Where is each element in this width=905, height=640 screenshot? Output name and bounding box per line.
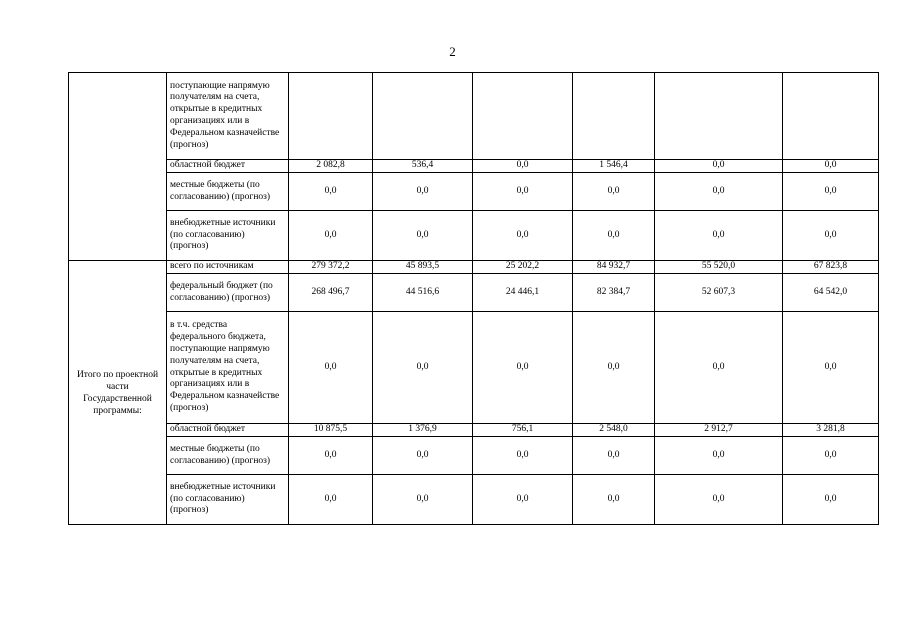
group-label: Итого по проектной части Государственной программы: (69, 261, 167, 525)
value-cell: 0,0 (783, 312, 879, 424)
value-cell: 0,0 (655, 173, 783, 211)
value-cell: 0,0 (655, 475, 783, 525)
value-cell: 536,4 (373, 160, 473, 173)
value-cell: 2 082,8 (289, 160, 373, 173)
value-cell: 52 607,3 (655, 274, 783, 312)
value-cell: 55 520,0 (655, 261, 783, 274)
value-cell (289, 73, 373, 160)
value-cell: 0,0 (373, 475, 473, 525)
table-row (69, 160, 879, 173)
source-cell: внебюджетные источники (по согласованию) (прогноз) (167, 475, 289, 525)
source-cell: областной бюджет (167, 424, 289, 437)
value-cell: 2 912,7 (655, 424, 783, 437)
value-cell: 756,1 (473, 424, 573, 437)
value-cell: 279 372,2 (289, 261, 373, 274)
table-row (69, 312, 879, 424)
value-cell: 0,0 (473, 312, 573, 424)
value-cell: 0,0 (655, 160, 783, 173)
funding-table (68, 72, 879, 525)
value-cell: 0,0 (573, 312, 655, 424)
value-cell: 0,0 (573, 211, 655, 261)
source-cell: местные бюджеты (по согласованию) (прогноз) (167, 437, 289, 475)
value-cell: 0,0 (473, 160, 573, 173)
source-cell: федеральный бюджет (по согласованию) (прогноз) (167, 274, 289, 312)
table-row (69, 73, 879, 160)
table-row (69, 173, 879, 211)
value-cell: 45 893,5 (373, 261, 473, 274)
value-cell: 1 546,4 (573, 160, 655, 173)
source-cell: внебюджетные источники (по согласованию) (прогноз) (167, 211, 289, 261)
value-cell: 10 875,5 (289, 424, 373, 437)
value-cell (373, 73, 473, 160)
value-cell: 0,0 (783, 437, 879, 475)
value-cell: 67 823,8 (783, 261, 879, 274)
value-cell: 84 932,7 (573, 261, 655, 274)
value-cell: 0,0 (573, 475, 655, 525)
value-cell: 0,0 (655, 437, 783, 475)
table-row (69, 437, 879, 475)
value-cell: 268 496,7 (289, 274, 373, 312)
value-cell: 0,0 (289, 173, 373, 211)
value-cell: 0,0 (289, 437, 373, 475)
value-cell: 64 542,0 (783, 274, 879, 312)
value-cell: 24 446,1 (473, 274, 573, 312)
value-cell (573, 73, 655, 160)
source-cell: всего по источникам (167, 261, 289, 274)
value-cell: 44 516,6 (373, 274, 473, 312)
value-cell: 2 548,0 (573, 424, 655, 437)
value-cell: 0,0 (473, 211, 573, 261)
value-cell: 3 281,8 (783, 424, 879, 437)
value-cell (783, 73, 879, 160)
value-cell: 0,0 (473, 173, 573, 211)
table-row (69, 475, 879, 525)
value-cell: 0,0 (373, 437, 473, 475)
value-cell: 0,0 (473, 475, 573, 525)
value-cell: 0,0 (655, 312, 783, 424)
table-row (69, 424, 879, 437)
table-row (69, 211, 879, 261)
value-cell (473, 73, 573, 160)
source-cell: областной бюджет (167, 160, 289, 173)
value-cell: 0,0 (783, 173, 879, 211)
value-cell: 82 384,7 (573, 274, 655, 312)
value-cell: 0,0 (473, 437, 573, 475)
value-cell: 0,0 (289, 312, 373, 424)
value-cell: 0,0 (289, 211, 373, 261)
value-cell: 0,0 (373, 173, 473, 211)
table-row (69, 274, 879, 312)
value-cell: 0,0 (373, 312, 473, 424)
source-cell: местные бюджеты (по согласованию) (прогноз) (167, 173, 289, 211)
value-cell: 0,0 (783, 211, 879, 261)
value-cell: 1 376,9 (373, 424, 473, 437)
value-cell: 25 202,2 (473, 261, 573, 274)
group-label (69, 73, 167, 261)
source-cell: в т.ч. средства федерального бюджета, поступающие напрямую получателям на счета, открытые в кредитных организациях или в Федеральном казначействе (прогноз) (167, 312, 289, 424)
table-row (69, 261, 879, 274)
value-cell: 0,0 (783, 160, 879, 173)
value-cell: 0,0 (655, 211, 783, 261)
value-cell: 0,0 (783, 475, 879, 525)
value-cell: 0,0 (289, 475, 373, 525)
value-cell: 0,0 (373, 211, 473, 261)
source-cell: поступающие напрямую получателям на счета, открытые в кредитных организациях или в Федеральном казначействе (прогноз) (167, 73, 289, 160)
value-cell: 0,0 (573, 173, 655, 211)
value-cell: 0,0 (573, 437, 655, 475)
page-number: 2 (449, 44, 456, 59)
value-cell (655, 73, 783, 160)
